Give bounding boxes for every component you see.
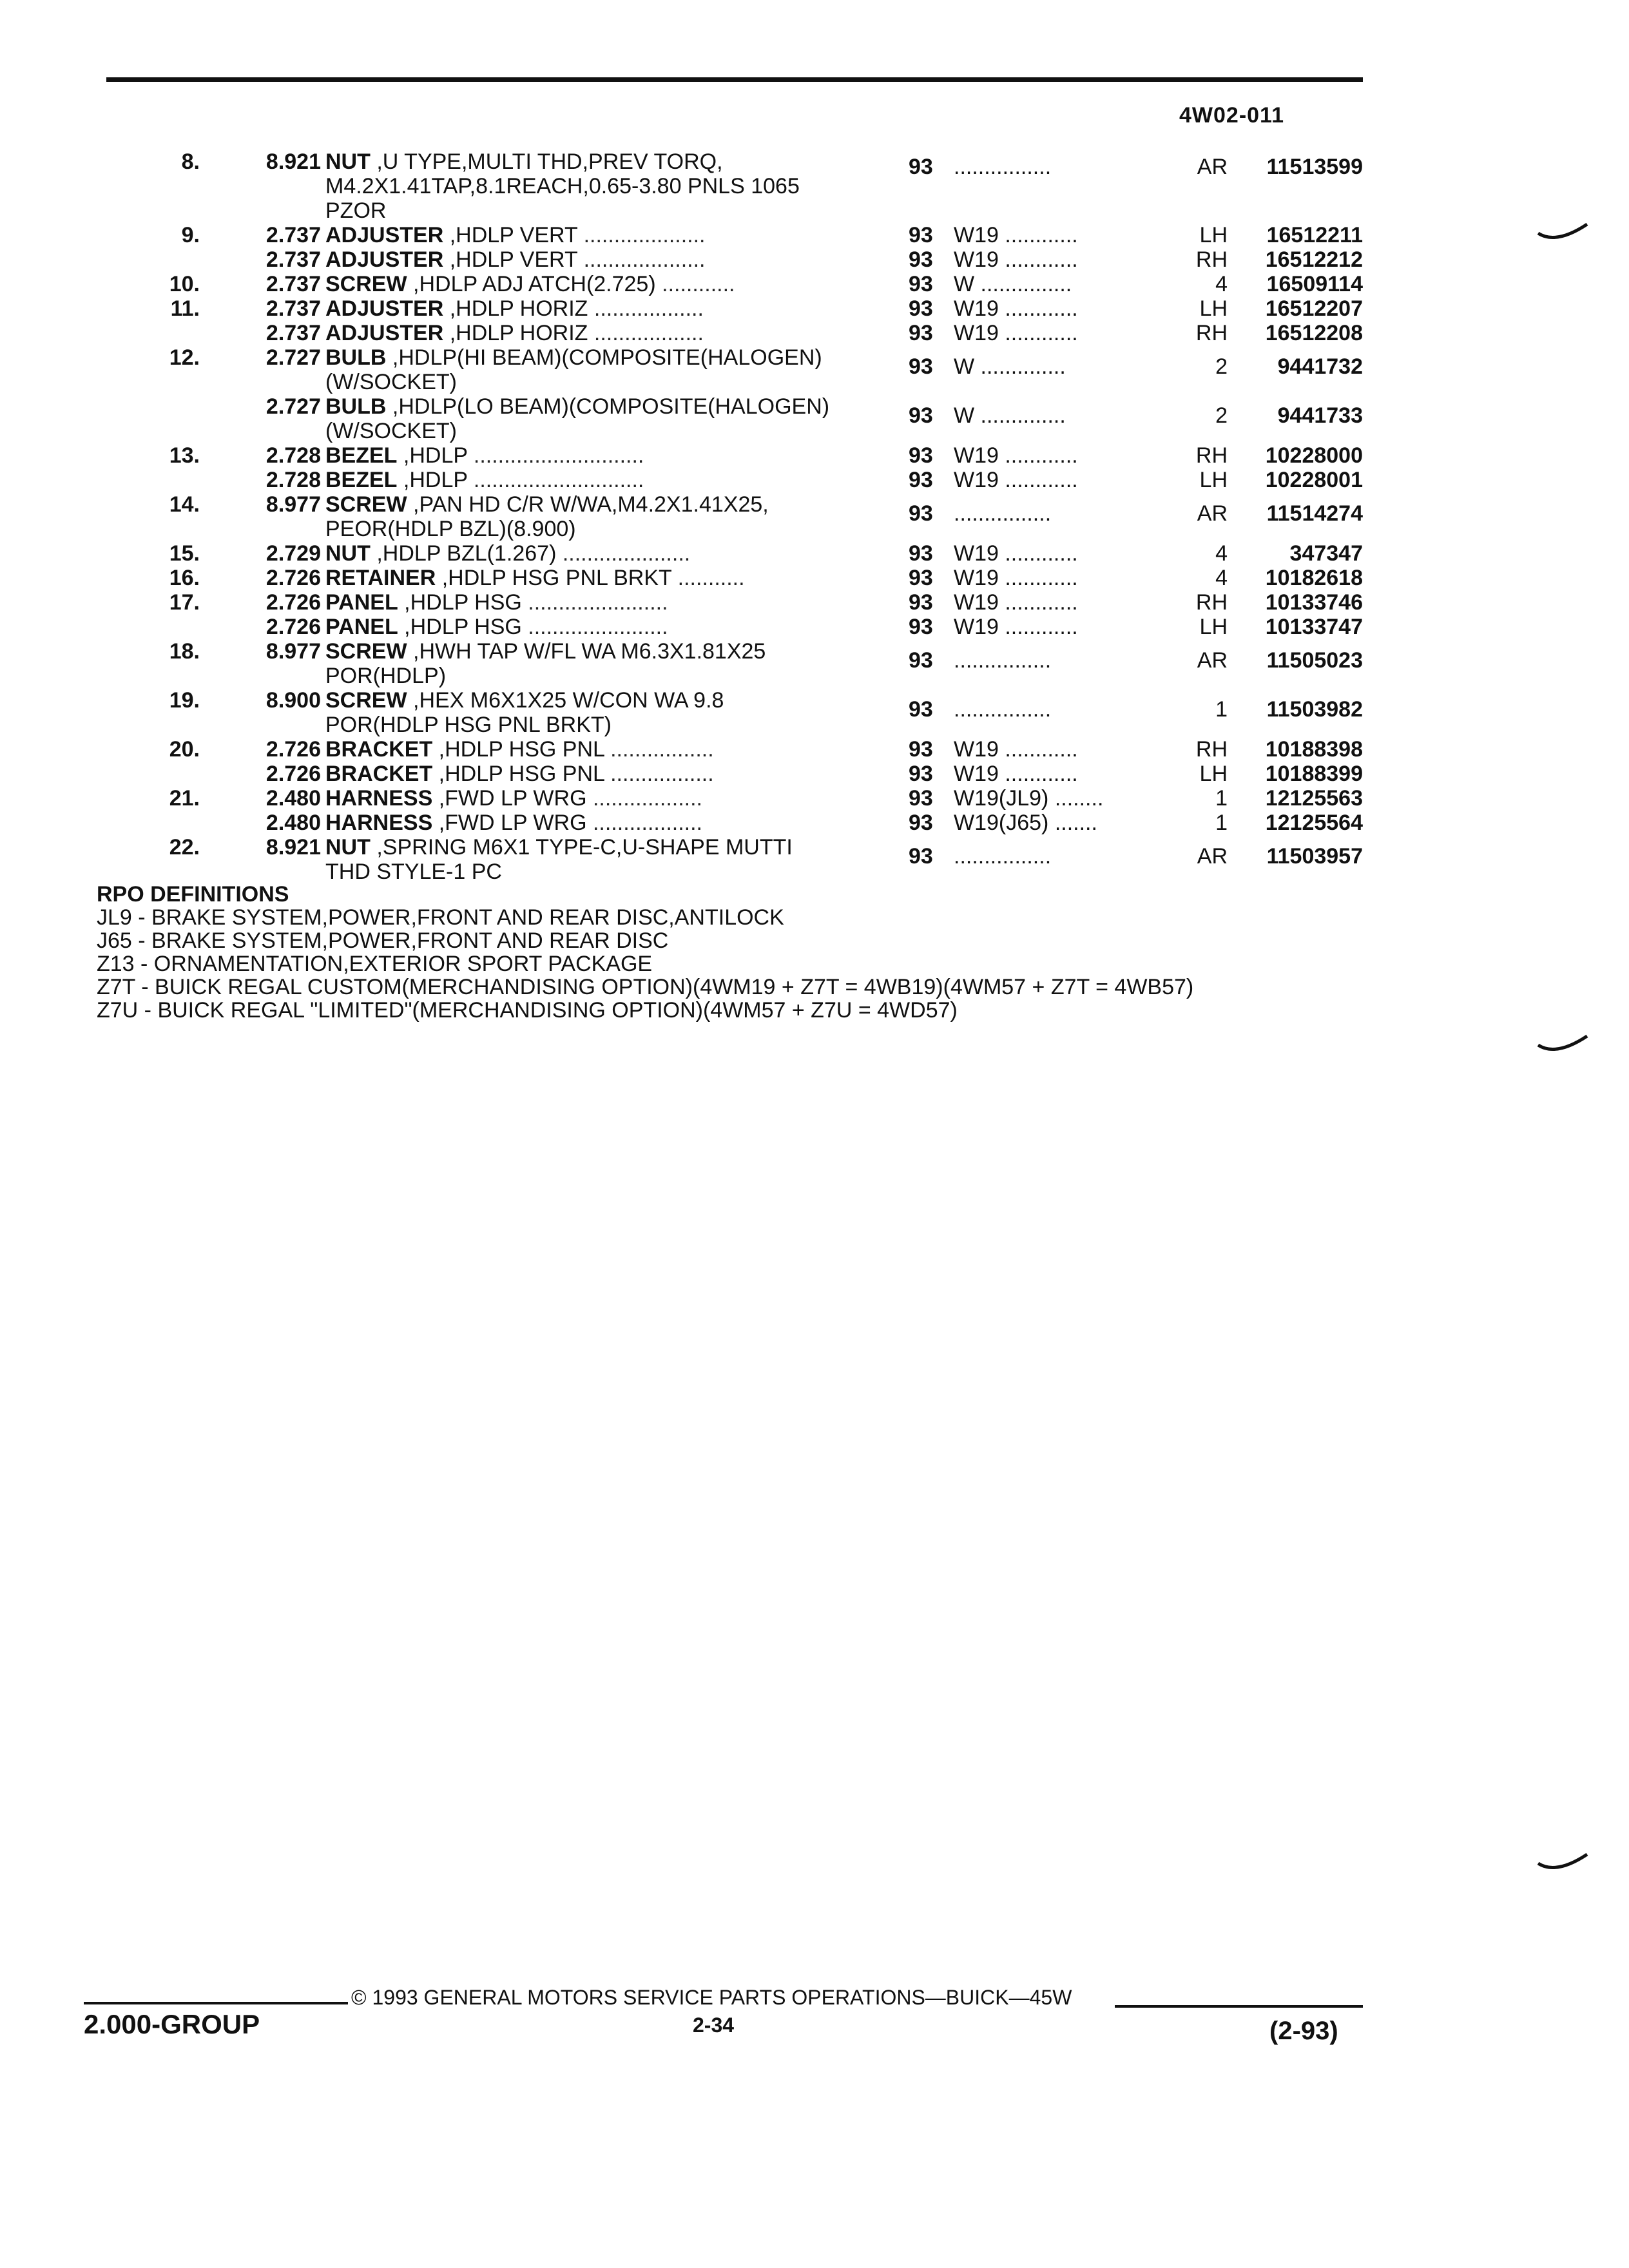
part-number: 11505023 (1266, 648, 1363, 673)
part-name: SCREW (325, 492, 407, 517)
group-number: 2.727 (265, 394, 321, 419)
part-description-continued: PEOR(HDLP BZL)(8.900) (325, 517, 576, 541)
part-description (325, 394, 867, 419)
leader-dots: .................. (593, 296, 704, 321)
part-row (0, 468, 1629, 494)
quantity: 4 (1215, 541, 1228, 566)
ref-number: 15. (169, 541, 200, 566)
ref-number: 8. (181, 149, 200, 174)
model-year: 93 (909, 321, 933, 345)
body-code: W .............. (954, 403, 1066, 428)
part-number: 11513599 (1266, 155, 1363, 179)
footer-group: 2.000-GROUP (84, 2009, 260, 2039)
part-description (325, 835, 867, 860)
part-name: SCREW (325, 639, 407, 664)
model-year: 93 (909, 468, 933, 492)
group-number: 8.900 (265, 688, 321, 713)
quantity: RH (1195, 443, 1228, 468)
part-desc-text: ,HDLP HSG (398, 590, 528, 615)
ref-number: 11. (170, 296, 200, 321)
leader-dots: ..................... (562, 541, 691, 566)
part-number: 10228001 (1265, 468, 1363, 492)
rpo-definitions (97, 883, 1193, 1022)
model-year: 93 (909, 296, 933, 321)
body-code: ................ (954, 501, 1052, 526)
ref-number: 17. (169, 590, 200, 615)
part-row (0, 394, 1629, 443)
model-year: 93 (909, 501, 933, 526)
part-name: ADJUSTER (325, 321, 444, 345)
quantity: LH (1199, 223, 1228, 247)
quantity: 4 (1215, 272, 1228, 296)
rpo-line: Z7U - BUICK REGAL "LIMITED"(MERCHANDISING OPTION)(4WM57 + Z7U = 4WD57) (97, 998, 958, 1023)
body-code: W19 ............ (954, 247, 1078, 272)
part-number: 11503982 (1266, 697, 1363, 722)
part-row (0, 786, 1629, 812)
body-code: W19 ............ (954, 737, 1078, 762)
body-code: W19 ............ (954, 321, 1078, 345)
part-row (0, 615, 1629, 640)
part-row (0, 345, 1629, 394)
body-code: W19 ............ (954, 468, 1078, 492)
part-row (0, 272, 1629, 298)
ref-number: 12. (169, 345, 200, 370)
part-description-continued: (W/SOCKET) (325, 419, 457, 443)
quantity: LH (1199, 296, 1228, 321)
ref-number: 13. (169, 443, 200, 468)
part-number: 16512212 (1265, 247, 1363, 272)
part-description (325, 590, 867, 615)
group-number: 2.729 (265, 541, 321, 566)
part-desc-text: ,HDLP (397, 443, 474, 468)
group-number: 2.726 (265, 590, 321, 615)
part-number: 11503957 (1266, 844, 1363, 869)
body-code: ................ (954, 844, 1052, 869)
part-desc-text: ,SPRING M6X1 TYPE-C,U-SHAPE MUTTI (370, 835, 793, 860)
part-description (325, 345, 867, 370)
rpo-title: RPO DEFINITIONS (97, 882, 289, 907)
quantity: LH (1199, 468, 1228, 492)
part-name: HARNESS (325, 811, 433, 835)
quantity: AR (1197, 648, 1228, 673)
ref-number: 14. (169, 492, 200, 517)
part-name: NUT (325, 541, 371, 566)
part-row (0, 149, 1629, 223)
ref-number: 18. (169, 639, 200, 664)
body-code: W19 ............ (954, 566, 1078, 590)
part-description (325, 737, 867, 762)
body-code: W19 ............ (954, 762, 1078, 786)
model-year: 93 (909, 697, 933, 722)
group-number: 8.977 (265, 492, 321, 517)
body-code: ................ (954, 697, 1052, 722)
part-description (325, 811, 867, 835)
part-description (325, 688, 867, 713)
part-description-continued: PZOR (325, 198, 387, 223)
part-row (0, 492, 1629, 541)
part-desc-text: ,HDLP HSG PNL (432, 762, 611, 786)
part-number: 12125563 (1265, 786, 1363, 811)
part-row (0, 590, 1629, 616)
part-description (325, 443, 867, 468)
quantity: AR (1197, 844, 1228, 869)
part-name: PANEL (325, 615, 398, 639)
body-code: ................ (954, 648, 1052, 673)
binder-mark (1537, 219, 1588, 245)
leader-dots: .................. (593, 321, 704, 345)
model-year: 93 (909, 786, 933, 811)
part-row (0, 762, 1629, 787)
part-description (325, 786, 867, 811)
leader-dots: ............................ (473, 468, 644, 492)
body-code: W19 ............ (954, 541, 1078, 566)
group-number: 8.921 (265, 149, 321, 174)
part-desc-text: ,HDLP HORIZ (443, 321, 594, 345)
part-desc-text: ,U TYPE,MULTI THD,PREV TORQ, (370, 149, 723, 174)
part-description (325, 321, 867, 345)
group-number: 8.921 (265, 835, 321, 860)
group-number: 2.480 (265, 786, 321, 811)
footer-date: (2-93) (1269, 2017, 1338, 2045)
part-desc-text: ,HDLP (397, 468, 474, 492)
model-year: 93 (909, 223, 933, 247)
quantity: RH (1195, 590, 1228, 615)
body-code: W19 ............ (954, 223, 1078, 247)
part-name: NUT (325, 149, 371, 174)
part-number: 347347 (1289, 541, 1363, 566)
quantity: RH (1195, 247, 1228, 272)
part-desc-text: ,HDLP HSG PNL (432, 737, 611, 762)
part-description (325, 296, 867, 321)
body-code: W19 ............ (954, 615, 1078, 639)
part-number: 10188398 (1265, 737, 1363, 762)
group-number: 2.728 (265, 443, 321, 468)
part-row (0, 223, 1629, 249)
rpo-line: Z13 - ORNAMENTATION,EXTERIOR SPORT PACKAGE (97, 952, 653, 976)
quantity: 2 (1215, 354, 1228, 379)
parts-list (0, 0, 1629, 884)
footer-rule (1115, 2005, 1363, 2008)
leader-dots: .................... (583, 247, 706, 272)
part-number: 16509114 (1266, 272, 1363, 296)
part-desc-text: ,HDLP HSG PNL BRKT (436, 566, 678, 590)
model-year: 93 (909, 590, 933, 615)
group-number: 2.737 (265, 247, 321, 272)
part-row (0, 688, 1629, 737)
part-name: BEZEL (325, 443, 398, 468)
part-row (0, 443, 1629, 469)
body-code: W19(J65) ....... (954, 811, 1097, 835)
part-number: 10133747 (1265, 615, 1363, 639)
part-number: 10133746 (1265, 590, 1363, 615)
leader-dots: ................. (610, 762, 714, 786)
part-desc-text: ,HDLP BZL(1.267) (370, 541, 563, 566)
quantity: 2 (1215, 403, 1228, 428)
part-description (325, 468, 867, 492)
part-row (0, 321, 1629, 347)
ref-number: 16. (169, 566, 200, 590)
leader-dots: ............................ (473, 443, 644, 468)
part-description (325, 149, 867, 174)
body-code: W .............. (954, 354, 1066, 379)
part-name: BULB (325, 345, 387, 370)
body-code: W19 ............ (954, 443, 1078, 468)
leader-dots: ....................... (528, 615, 668, 639)
part-desc-text: ,HWH TAP W/FL WA M6.3X1.81X25 (407, 639, 766, 664)
body-code: W19 ............ (954, 590, 1078, 615)
part-description (325, 639, 867, 664)
quantity: AR (1197, 501, 1228, 526)
part-description (325, 615, 867, 639)
ref-number: 9. (181, 223, 200, 247)
part-name: SCREW (325, 688, 407, 713)
part-desc-text: ,FWD LP WRG (432, 811, 593, 835)
part-row (0, 737, 1629, 763)
part-name: BULB (325, 394, 387, 419)
part-name: ADJUSTER (325, 247, 444, 272)
group-number: 8.977 (265, 639, 321, 664)
rpo-line: J65 - BRAKE SYSTEM,POWER,FRONT AND REAR DISC (97, 928, 669, 953)
quantity: 1 (1215, 786, 1228, 811)
part-number: 16512208 (1265, 321, 1363, 345)
part-name: RETAINER (325, 566, 436, 590)
part-row (0, 811, 1629, 836)
part-description (325, 223, 867, 247)
group-number: 2.728 (265, 468, 321, 492)
binder-mark (1537, 1031, 1588, 1057)
part-description-continued: THD STYLE-1 PC (325, 860, 502, 884)
model-year: 93 (909, 737, 933, 762)
body-code: W ............... (954, 272, 1072, 296)
model-year: 93 (909, 844, 933, 869)
part-number: 16512207 (1265, 296, 1363, 321)
part-desc-text: ,HDLP HORIZ (443, 296, 594, 321)
part-description (325, 272, 867, 296)
part-name: BEZEL (325, 468, 398, 492)
part-number: 10188399 (1265, 762, 1363, 786)
part-name: BRACKET (325, 762, 433, 786)
group-number: 2.726 (265, 566, 321, 590)
model-year: 93 (909, 762, 933, 786)
part-desc-text: ,HDLP VERT (443, 247, 584, 272)
part-row (0, 247, 1629, 273)
group-number: 2.480 (265, 811, 321, 835)
footer-rule (84, 2002, 348, 2004)
part-desc-text: ,HDLP(HI BEAM)(COMPOSITE(HALOGEN) (386, 345, 822, 370)
quantity: 4 (1215, 566, 1228, 590)
model-year: 93 (909, 247, 933, 272)
group-number: 2.737 (265, 223, 321, 247)
group-number: 2.737 (265, 321, 321, 345)
body-code: W19(JL9) ........ (954, 786, 1104, 811)
quantity: LH (1199, 615, 1228, 639)
ref-number: 10. (169, 272, 200, 296)
rpo-line: Z7T - BUICK REGAL CUSTOM(MERCHANDISING OPTION)(4WM19 + Z7T = 4WB19)(4WM57 + Z7T = 4WB57) (97, 975, 1194, 999)
leader-dots: .................. (592, 786, 703, 811)
part-number: 16512211 (1266, 223, 1363, 247)
ref-number: 22. (169, 835, 200, 860)
part-name: NUT (325, 835, 371, 860)
part-row (0, 566, 1629, 591)
part-number: 9441732 (1277, 354, 1363, 379)
part-name: BRACKET (325, 737, 433, 762)
leader-dots: .................. (592, 811, 703, 835)
part-description (325, 566, 867, 590)
part-description-continued: POR(HDLP HSG PNL BRKT) (325, 713, 612, 737)
group-number: 2.726 (265, 737, 321, 762)
part-name: PANEL (325, 590, 398, 615)
model-year: 93 (909, 272, 933, 296)
part-name: HARNESS (325, 786, 433, 811)
footer-copyright: © 1993 GENERAL MOTORS SERVICE PARTS OPERATIONS—BUICK—45W (351, 1986, 1072, 2009)
part-number: 12125564 (1265, 811, 1363, 835)
footer-page-number: 2-34 (693, 2013, 735, 2037)
quantity: RH (1195, 737, 1228, 762)
ref-number: 21. (169, 786, 200, 811)
leader-dots: .................... (583, 223, 706, 247)
binder-mark (1537, 1849, 1588, 1875)
group-number: 2.727 (265, 345, 321, 370)
quantity: 1 (1215, 811, 1228, 835)
part-desc-text: ,FWD LP WRG (432, 786, 593, 811)
part-row (0, 296, 1629, 322)
part-number: 9441733 (1277, 403, 1363, 428)
part-description-continued: POR(HDLP) (325, 664, 447, 688)
part-desc-text: ,HDLP(LO BEAM)(COMPOSITE(HALOGEN) (386, 394, 830, 419)
part-desc-text: ,HDLP ADJ ATCH(2.725) (407, 272, 662, 296)
part-row (0, 835, 1629, 884)
quantity: AR (1197, 155, 1228, 179)
group-number: 2.737 (265, 272, 321, 296)
group-number: 2.726 (265, 762, 321, 786)
model-year: 93 (909, 566, 933, 590)
part-row (0, 541, 1629, 567)
quantity: 1 (1215, 697, 1228, 722)
part-number: 11514274 (1266, 501, 1363, 526)
part-description (325, 762, 867, 786)
model-year: 93 (909, 354, 933, 379)
quantity: RH (1195, 321, 1228, 345)
model-year: 93 (909, 811, 933, 835)
leader-dots: ........... (677, 566, 745, 590)
part-description (325, 492, 867, 517)
model-year: 93 (909, 541, 933, 566)
ref-number: 19. (169, 688, 200, 713)
part-row (0, 639, 1629, 688)
part-desc-text: ,HEX M6X1X25 W/CON WA 9.8 (407, 688, 724, 713)
part-number: 10182618 (1265, 566, 1363, 590)
model-year: 93 (909, 403, 933, 428)
part-description (325, 541, 867, 566)
part-description-continued: M4.2X1.41TAP,8.1REACH,0.65-3.80 PNLS 1065 (325, 174, 800, 198)
leader-dots: ....................... (528, 590, 668, 615)
body-code: ................ (954, 155, 1052, 179)
quantity: LH (1199, 762, 1228, 786)
body-code: W19 ............ (954, 296, 1078, 321)
part-description-continued: (W/SOCKET) (325, 370, 457, 394)
part-desc-text: ,HDLP VERT (443, 223, 584, 247)
model-year: 93 (909, 155, 933, 179)
group-number: 2.737 (265, 296, 321, 321)
part-name: ADJUSTER (325, 223, 444, 247)
leader-dots: ................. (610, 737, 714, 762)
rpo-line: JL9 - BRAKE SYSTEM,POWER,FRONT AND REAR DISC,ANTILOCK (97, 905, 784, 930)
model-year: 93 (909, 443, 933, 468)
model-year: 93 (909, 615, 933, 639)
part-number: 10228000 (1265, 443, 1363, 468)
part-description (325, 247, 867, 272)
document-code: 4W02-011 (1179, 103, 1284, 128)
group-number: 2.726 (265, 615, 321, 639)
ref-number: 20. (169, 737, 200, 762)
model-year: 93 (909, 648, 933, 673)
part-desc-text: ,HDLP HSG (398, 615, 528, 639)
part-name: SCREW (325, 272, 407, 296)
part-name: ADJUSTER (325, 296, 444, 321)
leader-dots: ............ (662, 272, 735, 296)
part-desc-text: ,PAN HD C/R W/WA,M4.2X1.41X25, (407, 492, 769, 517)
